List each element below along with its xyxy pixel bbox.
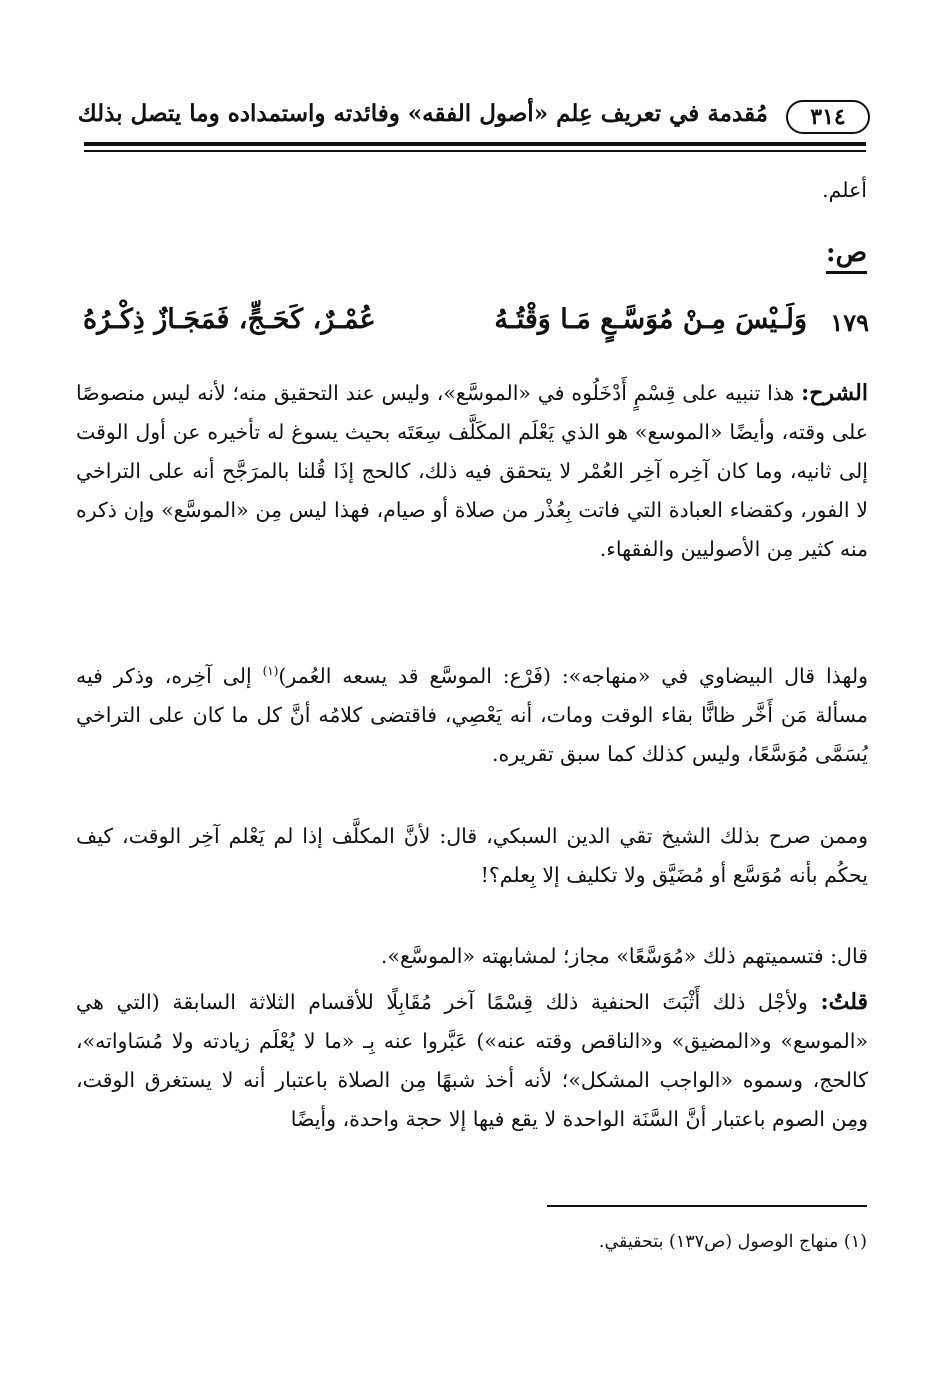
verse-second-hemistich: عُمْـرٌ، كَحَـجٍّ، فَمَجَـازٌ ذِكْـرُهُ: [83, 304, 376, 335]
verse-number: ١٧٩: [830, 308, 869, 337]
paragraph-text: إلى آخِره، وذكر فيه مسألة مَن أَخَّر ظانًّا بقاء الوقت ومات، أنه يَعْصِي، فاقتضى كلامُه أنَّ كل ما كان على التراخي يُسَمَّى مُوَسَّعًا، وليس كذلك كما سبق تقريره.: [76, 663, 868, 766]
footnote-reference: (١): [262, 664, 279, 678]
header-rule-thick: [84, 142, 866, 146]
page-header: [77, 96, 870, 140]
quote-paragraph: [76, 937, 868, 976]
paragraph-text: ولهذا قال البيضاوي في «منهاجه»: (فَرْع: الموسَّع قد يسعه العُمر): [278, 663, 868, 688]
paragraph-text: هذا تنبيه على قِسْمٍ أَدْخَلُوه في «الموسَّع»، وليس عند التحقيق منه؛ لأنه ليس منصوصًا على وقته، وأيضًا «الموسع» هو الذي يَعْلَم المكَلَّف سِعَتَه بحيث يسوغ له تأخيره عن أول الوقت إلى ثانيه، وما كان آخِره آخِر العُمْر لا يتحقق فيه ذلك، كالحج إذَا قُلنا بالمرَجَّح أنه على التراخي لا الفور، وكقضاء العبادة التي فاتت بِعُذْر من صلاة أو صيام، فهذا ليس مِن «الموسَّع» وإن ذكره منه كثير مِن الأصوليين والفقهاء.: [76, 381, 868, 561]
running-title: مُقدمة في تعريف عِلم «أصول الفقه» وفائدته واستمداده وما يتصل بذلك: [77, 100, 768, 127]
page-number-badge: [786, 100, 870, 134]
text-marker-sad: ص:: [826, 236, 867, 274]
author-note-paragraph: [76, 983, 868, 1139]
subki-paragraph: [76, 817, 868, 895]
header-rule-thin: [84, 150, 866, 152]
footnote-separator: [547, 1205, 867, 1207]
author-note-label: قلتُ:: [820, 989, 868, 1015]
commentary-label: الشرح:: [801, 380, 868, 406]
footnote: (١) منهاج الوصول (ص١٣٧) بتحقيقي.: [598, 1232, 867, 1252]
paragraph-text: وممن صرح بذلك الشيخ تقي الدين السبكي، قال: لأنَّ المكلَّف إذا لم يَعْلم آخِر الوقت، كيف يحكُم بأنه مُوَسَّع أو مُضَيَّق ولا تكليف إلا بِعلم؟!: [76, 824, 868, 887]
page-number: ٣١٤: [810, 104, 846, 130]
commentary-paragraph: [76, 374, 868, 569]
verse-first-hemistich: وَلَـيْسَ مِـنْ مُوَسَّـعٍ مَـا وَقْتُـهُ: [494, 304, 807, 335]
paragraph-text: قال: فتسميتهم ذلك «مُوَسَّعًا» مجاز؛ لمشابهته «الموسَّع».: [380, 944, 868, 968]
baydawi-paragraph: [76, 652, 868, 774]
paragraph-text: ولأجْل ذلك أَثْبَتَ الحنفية ذلك قِسْمًا آخر مُقَابِلًا للأقسام الثلاثة السابقة (التي هي «الموسع» و«المضيق» و«الناقص وقته عنه») عَبَّروا عنه بِـ «ما لا يُعْلَم زيادته ولا مُسَاواته»، كالحج، وسموه «الواجب المشكل»؛ لأنه أخذ شبهًا مِن الصلاة باعتبار أنه لا يستغرق الوقت، ومِن الصوم باعتبار أنَّ السَّنَة الواحدة لا يقع فيها إلا حجة واحدة، وأيضًا: [76, 990, 868, 1131]
continued-text: أعلم.: [822, 178, 867, 202]
poem-verse: [79, 302, 869, 350]
